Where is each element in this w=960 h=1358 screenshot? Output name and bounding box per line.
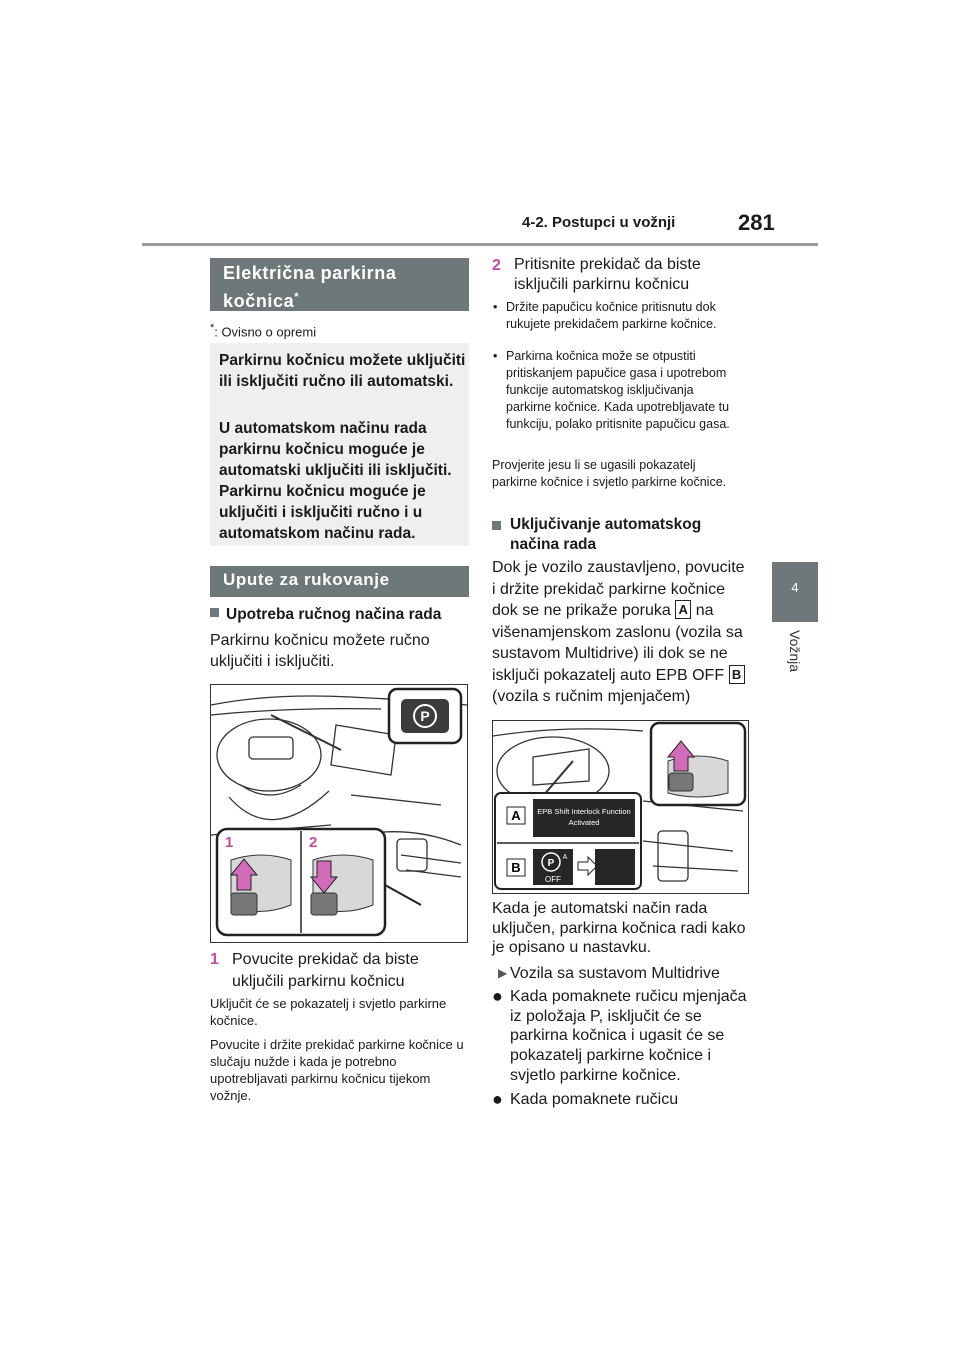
epb-off-label: OFF: [545, 875, 561, 884]
section-heading: [210, 258, 469, 311]
bullet-1: [492, 299, 742, 333]
auto-icon-a: A: [562, 854, 568, 861]
section-title: 4-2. Postupci u vožnji: [522, 214, 676, 231]
chapter-label: [779, 630, 809, 690]
page-number: 281: [738, 210, 775, 235]
round-bullet-icon: ●: [492, 986, 503, 1006]
display-message-line-2: Activated: [568, 818, 600, 827]
round-bullet-icon: ●: [492, 1089, 503, 1109]
figure-manual-mode: [210, 684, 468, 943]
step-1-note-1: Uključit će se pokazatelj i svjetlo parkirne kočnice.: [210, 996, 447, 1028]
manual-heading: [210, 606, 470, 624]
check-note: Provjerite jesu li se ugasili pokazatelj parkirne kočnice i svjetlo parkirne kočnice.: [492, 458, 727, 489]
bullet-1-text: Držite papučicu kočnice pritisnutu dok rukujete prekidačem parkirne kočnice.: [506, 300, 717, 331]
auto-mode-illustration: [493, 721, 748, 893]
square-bullet-icon: [210, 608, 219, 617]
callout-paragraph-1: Parkirnu kočnicu možete uključiti ili isključiti ručno ili automatski.: [219, 352, 466, 390]
heading-text: Električna parkirna kočnica: [223, 263, 397, 311]
step-1-note-2: Povucite i držite prekidač parkirne kočnice u slučaju nužde i kada je potrebno upotrebljavati parkirnu kočnicu tijekom vožnje.: [210, 1037, 464, 1103]
arrow-list-item: [492, 963, 742, 984]
header-rule: [142, 243, 818, 246]
manual-heading-text: Upotreba ručnog načina rada: [226, 606, 442, 623]
bullet-dot: •: [493, 349, 498, 363]
dot-list-item-2: [492, 1089, 750, 1110]
dashboard-illustration: [211, 685, 467, 942]
step-1-text: Povucite prekidač da biste uključili parkirnu kočnicu: [232, 951, 419, 990]
figure-auto-mode: [492, 720, 749, 894]
bullet-dot: •: [493, 300, 498, 314]
chapter-label-text: Vožnja: [787, 630, 803, 673]
svg-text:P: P: [420, 708, 430, 724]
auto-body-text-b: na višenamjenskom zaslonu (vozila sa sustavom Multidrive) ili dok se ne isključi pokazatelj auto EPB OFF: [492, 602, 743, 684]
figure-label-b: B: [511, 860, 521, 875]
figure-label-2: 2: [309, 834, 318, 851]
dot-list-item-1: [492, 987, 750, 1086]
chapter-number: 4: [791, 580, 799, 595]
triangle-right-icon: ▶: [498, 966, 508, 980]
footnote: [210, 322, 316, 339]
auto-body: [492, 557, 750, 708]
figure-label-1: 1: [225, 834, 234, 851]
step-1: [210, 949, 455, 990]
dot-list-item-2-text: Kada pomaknete ručicu: [510, 1091, 679, 1108]
auto-body-text-c: (vozila s ručnim mjenjačem): [492, 688, 691, 705]
subsection-heading-text: Upute za rukovanje: [223, 570, 390, 589]
auto-heading: [492, 515, 742, 555]
footnote-text: : Ovisno o opremi: [214, 324, 317, 340]
callout-box-a: A: [675, 600, 691, 619]
subsection-heading: [210, 566, 469, 597]
after-figure-text: Kada je automatski način rada uključen, parkirna kočnica radi kako je opisano u nastavku.: [492, 900, 746, 956]
step-2-text: Pritisnite prekidač da biste isključili parkirnu kočnicu: [514, 256, 701, 293]
display-message-line-1: EPB Shift Interlock Function: [537, 807, 631, 816]
step-1-number: 1: [210, 951, 219, 968]
callout-paragraph-2: U automatskom načinu rada parkirnu kočnicu moguće je automatski uključiti ili isključiti. Parkirnu kočnicu moguće je uključiti i isključiti ručno i u automatskom načinu rada.: [219, 420, 452, 542]
svg-text:P: P: [547, 858, 555, 869]
bullet-2: [492, 348, 742, 433]
arrow-list-item-text: Vozila sa sustavom Multidrive: [510, 965, 720, 982]
auto-body-text-a: Dok je vozilo zaustavljeno, povucite i držite prekidač parkirne kočnice dok se ne prikaže poruka: [492, 559, 745, 619]
auto-heading-text: Uključivanje automatskog načina rada: [510, 516, 702, 553]
square-bullet-icon: [492, 521, 501, 530]
step-2-number: 2: [492, 257, 501, 274]
step-2: [492, 255, 732, 293]
dot-list-item-1-text: Kada pomaknete ručicu mjenjača iz položaja P, isključit će se parkirna kočnica i ugasit će se pokazatelj parkirne kočnice i svjetlo parkirne kočnice.: [510, 988, 747, 1084]
figure-label-a: A: [511, 808, 521, 823]
manual-body: Parkirnu kočnicu možete ručno uključiti i isključiti.: [210, 632, 430, 670]
intro-callout: [210, 343, 469, 546]
footnote-mark: *: [210, 322, 215, 334]
callout-box-b: B: [729, 665, 745, 684]
bullet-2-text: Parkirna kočnica može se otpustiti pritiskanjem papučice gasa i upotrebom funkcije automatskog isključivanja parkirne kočnice. Kada upotrebljavate tu funkciju, polako pritisnite papučicu gasa.: [506, 349, 730, 431]
heading-mark: *: [294, 291, 300, 303]
